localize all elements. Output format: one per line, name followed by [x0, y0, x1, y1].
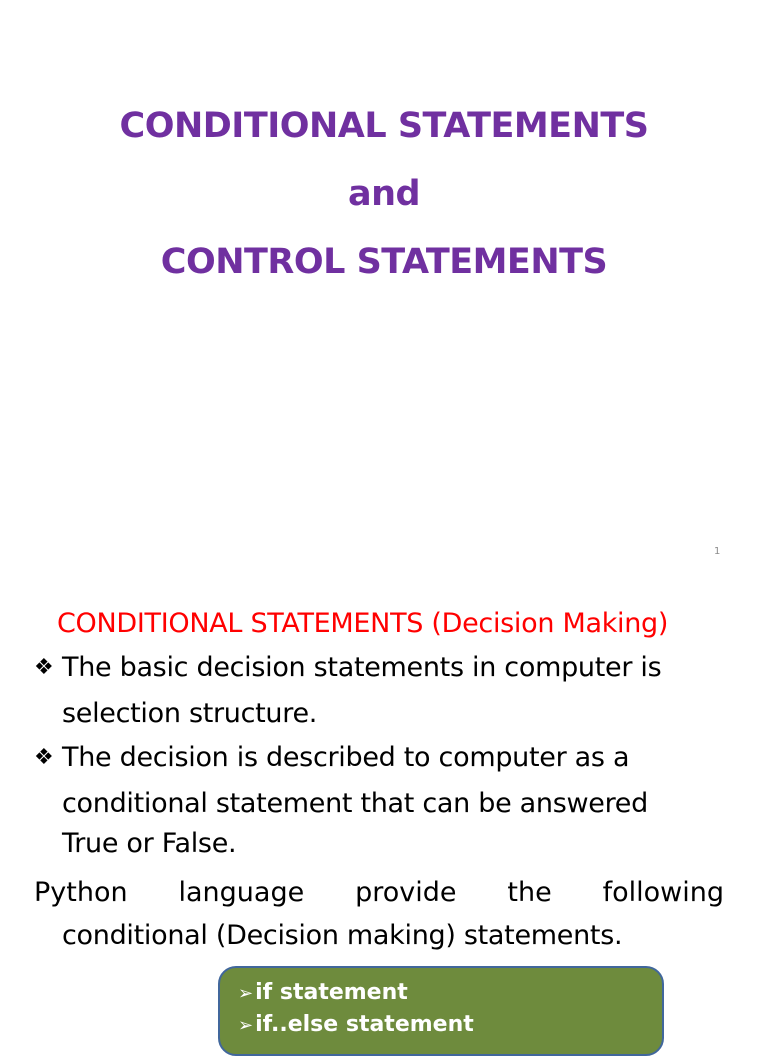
bullet-2-continuation-2: True or False. — [62, 828, 237, 859]
diamond-bullet-icon: ❖ — [34, 655, 54, 680]
arrow-bullet-icon: ➢ — [238, 1015, 254, 1036]
bullet-2-continuation: conditional statement that can be answered — [62, 788, 648, 819]
section-heading: CONDITIONAL STATEMENTS (Decision Making) — [57, 608, 669, 639]
list-item-text: if..else statement — [255, 1012, 474, 1037]
paragraph-word: language — [178, 877, 305, 908]
list-item — [238, 980, 408, 1005]
diamond-bullet-icon: ❖ — [34, 745, 54, 770]
slide-number: 1 — [714, 546, 721, 557]
bullet-1-continuation: selection structure. — [62, 698, 318, 729]
statement-list-box — [218, 966, 664, 1056]
paragraph-word: provide — [355, 877, 457, 908]
paragraph-word: Python — [34, 877, 128, 908]
title-line-3: CONTROL STATEMENTS — [160, 242, 608, 282]
list-item — [238, 1012, 474, 1037]
paragraph-line-2: conditional (Decision making) statements. — [62, 920, 623, 951]
paragraph-word: following — [602, 877, 724, 908]
arrow-bullet-icon: ➢ — [238, 983, 254, 1004]
title-line-1: CONDITIONAL STATEMENTS — [119, 106, 649, 146]
paragraph-line-1 — [34, 877, 724, 908]
bullet-item-1 — [34, 652, 661, 683]
bullet-1-text: The basic decision statements in computer is — [62, 652, 662, 683]
list-item-text: if statement — [255, 980, 408, 1005]
bullet-2-text: The decision is described to computer as a — [62, 742, 630, 773]
bullet-item-2 — [34, 742, 629, 773]
title-line-2: and — [347, 174, 421, 214]
paragraph-word: the — [507, 877, 552, 908]
